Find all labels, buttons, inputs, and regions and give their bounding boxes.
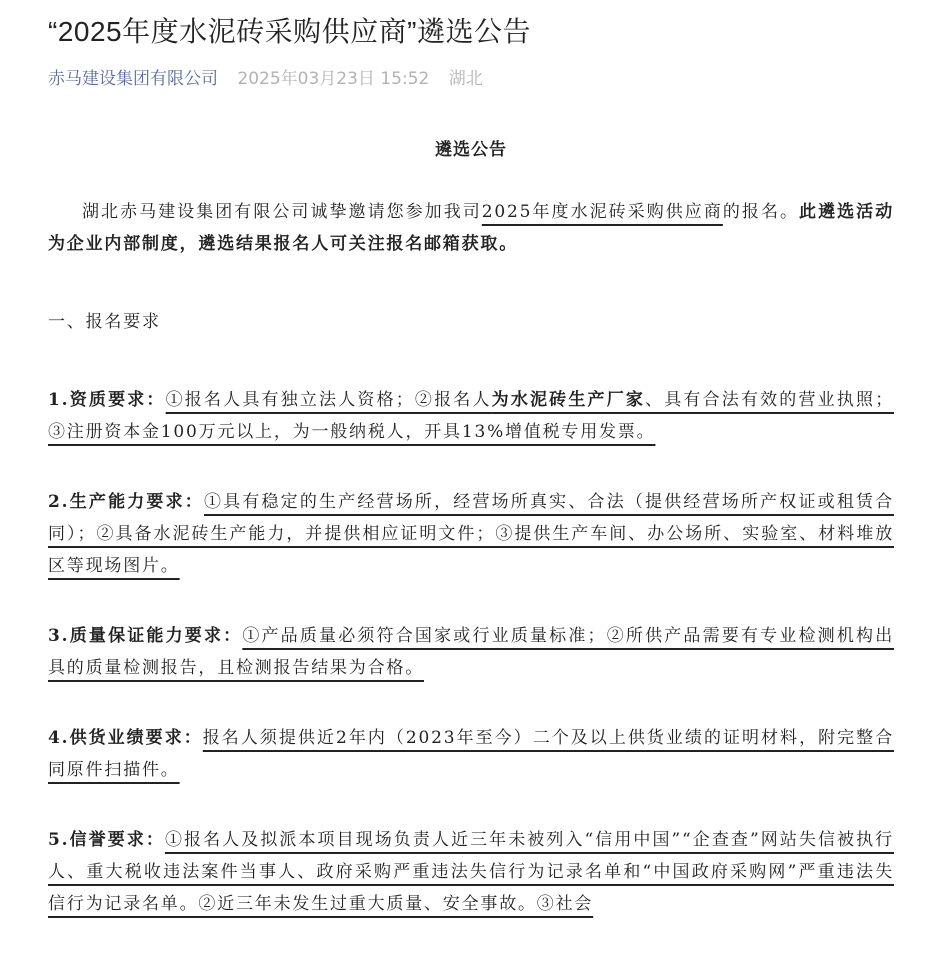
- requirement-5: [48, 824, 894, 920]
- requirement-1: [48, 384, 894, 448]
- requirement-1-text-c: 、具有合法有效的营业执照；③注册资本金100万元以上，为一般纳税人，开具13%增值税专用发票。: [48, 390, 894, 442]
- requirement-1-text: [48, 390, 894, 442]
- requirement-2: [48, 486, 894, 582]
- requirement-4-text: 报名人须提供近2年内（2023年至今）二个及以上供货业绩的证明材料，附完整合同原件扫描件。: [48, 728, 894, 780]
- intro-text-c: 的报名。: [722, 202, 800, 222]
- intro-paragraph: [48, 196, 894, 260]
- intro-project-name: 2025年度水泥砖采购供应商: [481, 202, 723, 222]
- requirement-2-label: 2.生产能力要求：: [48, 492, 204, 512]
- article-meta: [48, 66, 483, 92]
- requirement-5-label: 5.信誉要求：: [48, 830, 165, 850]
- requirement-1-label: 1.资质要求：: [48, 390, 166, 410]
- section-heading: 一、报名要求: [48, 312, 161, 332]
- notice-heading: 遴选公告: [435, 140, 507, 160]
- intro-text-d: 此遴选活动为企业内部制度，遴选结果报名人可关注报名邮箱获取。: [48, 202, 894, 254]
- requirement-5-text: ①报名人及拟派本项目现场负责人近三年未被列入“信用中国”“企查查”网站失信被执行人、重大税收违法案件当事人、政府采购严重违法失信行为记录名单和“中国政府采购网”严重违法失信行为记录名单。②近三年未发生过重大质量、安全事故。③社会: [48, 830, 894, 914]
- article-title: “2025年度水泥砖采购供应商”遴选公告: [48, 16, 531, 47]
- requirement-4: [48, 722, 894, 786]
- account-name-link[interactable]: 赤马建设集团有限公司: [48, 69, 218, 89]
- requirement-1-text-a: ①报名人具有独立法人资格；②报名人: [165, 390, 492, 410]
- requirement-4-label: 4.供货业绩要求：: [48, 728, 203, 748]
- requirement-2-text: ①具有稳定的生产经营场所，经营场所真实、合法（提供经营场所产权证或租赁合同）；②具备水泥砖生产能力，并提供相应证明文件；③提供生产车间、办公场所、实验室、材料堆放区等现场图片。: [48, 492, 894, 576]
- publish-time: 2025年03月23日 15:52: [237, 69, 430, 89]
- requirement-3-label: 3.质量保证能力要求：: [48, 626, 243, 646]
- requirement-3: [48, 620, 894, 684]
- intro-text-a: 湖北赤马建设集团有限公司诚挚邀请您参加我司: [82, 202, 482, 222]
- requirement-3-text: ①产品质量必须符合国家或行业质量标准；②所供产品需要有专业检测机构出具的质量检测报告，且检测报告结果为合格。: [48, 626, 894, 678]
- requirement-1-text-b: 为水泥砖生产厂家: [491, 390, 646, 410]
- article-content: [48, 128, 894, 958]
- publish-location: 湖北: [448, 69, 483, 89]
